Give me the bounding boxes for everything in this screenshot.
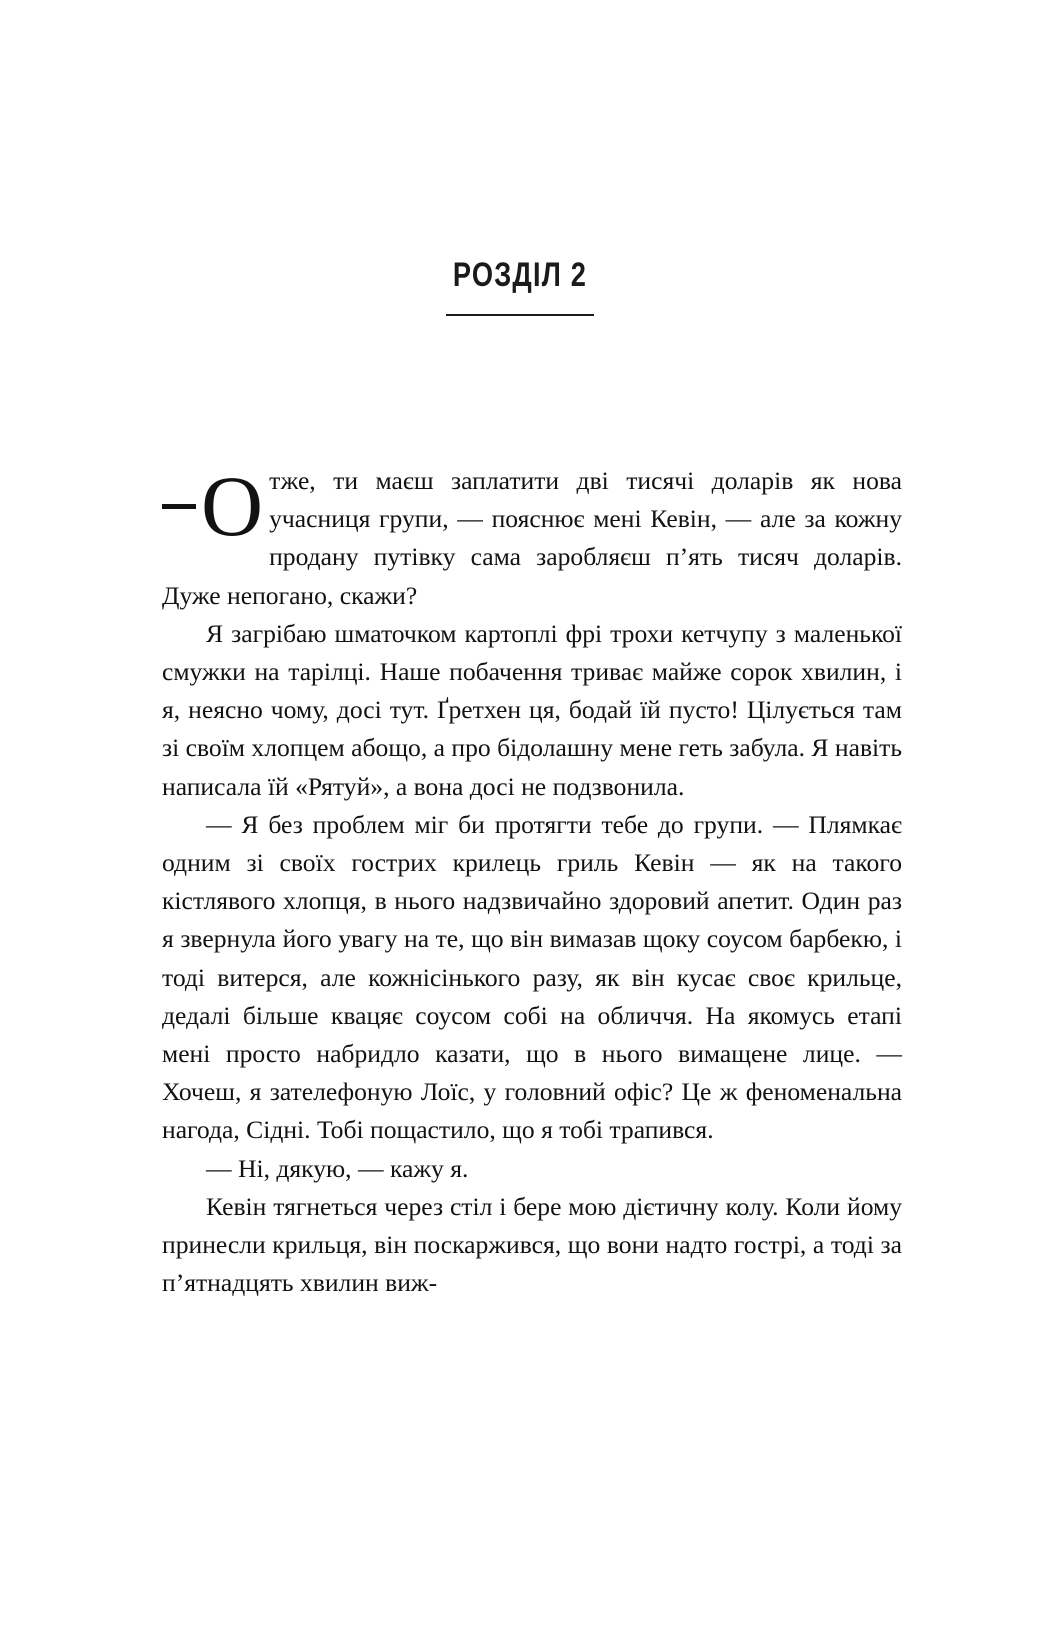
paragraph-4: — Ні, дякую, — кажу я. xyxy=(206,1153,469,1183)
em-dash-icon xyxy=(162,504,196,509)
paragraph-1 xyxy=(162,458,902,615)
body-text xyxy=(162,458,902,1302)
paragraph-5: Кевін тягнеться через стіл і бере мою дієтичну колу. Коли йому принесли крильця, він поскаржився, що вони надто гострі, а тоді за п’ятнадцять хвилин виж- xyxy=(162,1191,902,1298)
drop-cap xyxy=(162,458,264,554)
drop-cap-letter: О xyxy=(201,458,264,554)
page-title: РОЗДІЛ 2 xyxy=(452,256,588,294)
paragraph-2: Я загрібаю шматочком картоплі фрі трохи кетчупу з маленької смужки на тарілці. Наше побачення триває майже сорок хвилин, і я, неясно чому, досі тут. Ґретхен ця, бодай їй пусто! Цілується там зі своїм хлопцем абощо, а про бідолашну мене геть забула. Я навіть написала їй «Рятуй», а вона досі не подзвонила. xyxy=(162,618,902,801)
paragraph-1-text: тже, ти маєш заплатити дві тисячі доларів як нова учасниця групи, — пояснює мені Кевін, — але за кожну продану путівку сама заробляєш п’ять тисяч доларів. Дуже непогано, скажи? xyxy=(162,466,902,610)
chapter-heading xyxy=(0,258,1040,316)
chapter-divider-rule xyxy=(446,314,594,316)
paragraph-3: — Я без проблем міг би протягти тебе до групи. — Плямкає одним зі своїх гострих крилець гриль Кевін — як на такого кістлявого хлопця, в нього надзвичайно здоровий апетит. Один раз я звернула його увагу на те, що він вимазав щоку соусом барбекю, і тоді витерся, але кожнісінького разу, як він кусає своє крильце, дедалі більше квацяє соусом собі на обличчя. На якомусь етапі мені просто набридло казати, що в нього вимащене лице. — Хочеш, я зателефоную Лоїс, у головний офіс? Це ж феноменальна нагода, Сідні. Тобі пощастило, що я тобі трапився. xyxy=(162,809,902,1145)
